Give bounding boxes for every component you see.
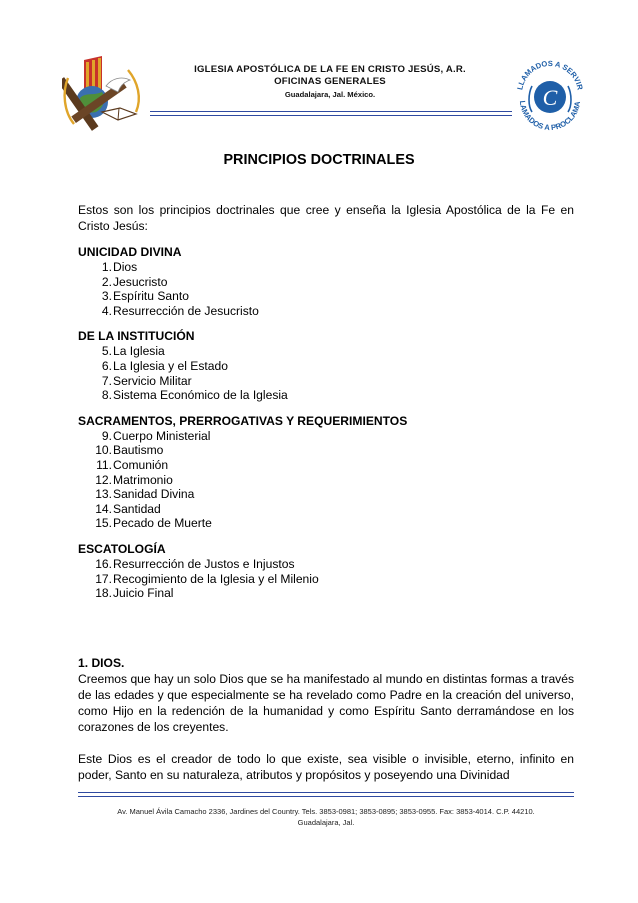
list-item: 2. Jesucristo [101,274,168,289]
section-heading-unicidad: UNICIDAD DIVINA [78,245,182,259]
list-item: 9. Cuerpo Ministerial [101,428,211,443]
list-item: 1. Dios [101,260,138,274]
intro-paragraph: Estos son los principios doctrinales que cree y enseña la Iglesia Apostólica de la Fe en Cristo Jesús: [78,203,574,233]
svg-text:C: C [542,85,558,110]
footer-divider [78,792,574,797]
llamados-seal-logo [512,50,588,138]
church-emblem-icon [62,52,144,136]
list-item: 5. La Iglesia [101,344,165,359]
church-emblem-logo [62,52,144,136]
section-list-institucion [78,344,574,402]
section-heading-escatologia: ESCATOLOGÍA [78,541,166,556]
list-item: 8. Sistema Económico de la Iglesia [101,388,288,403]
list-item: 12. Matrimonio [95,472,173,487]
list-item: 16. Resurrección de Justos e Injustos [95,556,295,571]
svg-text:LLAMADOS A PROCLAMAR: LAMADOS A PROCLAMA [517,100,583,133]
list-item: 13. Sanidad Divina [95,487,195,502]
list-item: 10. Bautismo [95,443,164,458]
article-paragraph-2: Este Dios es el creador de todo lo que existe, sea visible o invisible, eterno, infinito en poder, Santo en su naturaleza, atributos y propósitos y poseyendo una Divinidad [78,751,574,782]
section-list-sacramentos [78,429,574,531]
article-heading-dios: 1. DIOS. [78,655,125,670]
article-paragraph-1: Creemos que hay un solo Dios que se ha manifestado al mundo en distintas formas a través de las edades y que especialmente se ha revelado como Padre en la creación del universo, como Hijo en la redención de la humanidad y como Espíritu Santo derramándose en los corazones de los creyentes. [78,671,574,734]
letterhead [150,64,510,102]
section-list-unicidad [78,260,574,318]
list-item: 14. Santidad [95,501,161,516]
list-item: 17. Recogimiento de la Iglesia y el Milenio [95,571,319,586]
header-divider [150,111,512,116]
section-heading-sacramentos: SACRAMENTOS, PRERROGATIVAS Y REQUERIMIENTOS [78,413,408,428]
svg-text:LLAMADOS A SERVIR: LLAMADOS A SERVIR [515,58,585,91]
footer-address [78,806,574,828]
list-item: 11. Comunión [96,457,169,472]
offices-label: OFICINAS GENERALES [274,76,386,87]
organization-name: IGLESIA APOSTÓLICA DE LA FE EN CRISTO JESÚS, A.R. [194,64,466,75]
section-heading-institucion: DE LA INSTITUCIÓN [78,329,195,344]
document-title: PRINCIPIOS DOCTRINALES [223,152,415,168]
list-item: 15. Pecado de Muerte [95,516,212,531]
llamados-seal-icon [512,50,588,138]
footer-address-line: Av. Manuel Ávila Camacho 2336, Jardines del Country. Tels. 3853-0981; 3853-0895; 3853-0955. Fax: 3853-4014. C.P. 44210. [117,807,535,816]
list-item: 3. Espíritu Santo [101,289,189,304]
list-item: 18. Juicio Final [95,586,174,601]
section-list-escatologia [78,557,574,601]
location-label: Guadalajara, Jal. México. [284,90,376,99]
list-item: 7. Servicio Militar [101,373,192,388]
list-item: 6. La Iglesia y el Estado [101,358,228,373]
list-item: 4. Resurrección de Jesucristo [101,303,259,318]
document-body [78,202,574,783]
footer-city-line: Guadalajara, Jal. [297,818,355,827]
